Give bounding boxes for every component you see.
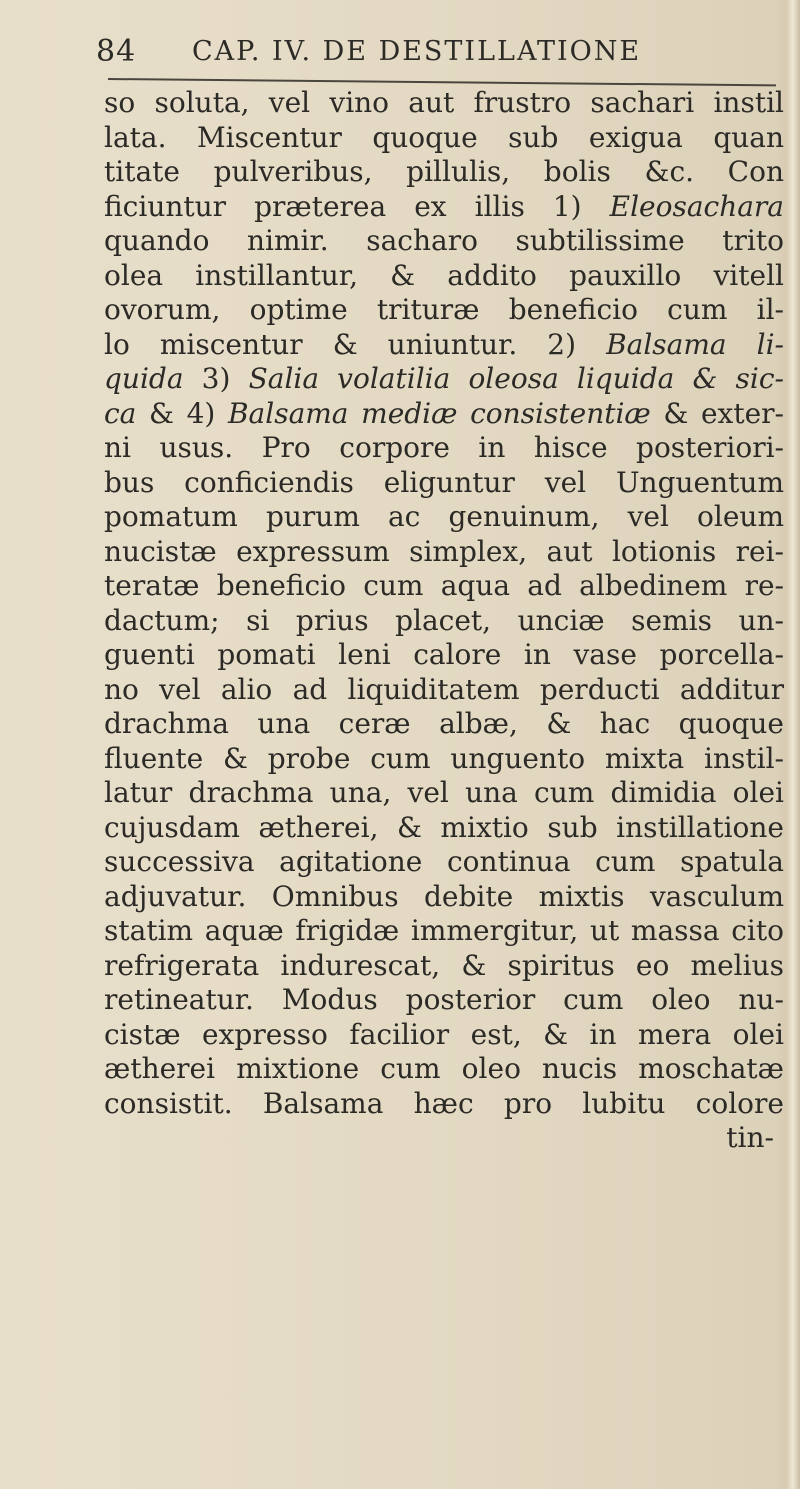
- text-span: so soluta, vel vino aut frustro sachari instil: [104, 86, 784, 119]
- text-line: [104, 742, 784, 777]
- text-line: [104, 880, 784, 915]
- text-line: [104, 224, 784, 259]
- text-line: [104, 1052, 784, 1087]
- text-span: no vel alio ad liquiditatem perducti additur: [104, 672, 784, 706]
- italic-span: ca: [104, 396, 137, 430]
- text-span: olea instillantur, & addito pauxillo vitell: [104, 258, 784, 292]
- text-line: [104, 500, 784, 535]
- catchword: tin-: [726, 1121, 774, 1154]
- text-line: [104, 293, 784, 328]
- text-line: [104, 776, 784, 811]
- text-line: [104, 638, 784, 673]
- body-text: [104, 86, 784, 1156]
- text-span: teratæ beneficio cum aqua ad albedinem re-: [104, 569, 784, 602]
- text-line: [104, 328, 784, 363]
- text-line: [104, 190, 784, 225]
- text-line: [104, 569, 784, 604]
- text-span: ficiuntur præterea ex illis 1): [104, 189, 610, 223]
- text-line: [104, 707, 784, 742]
- text-line: [104, 397, 784, 432]
- text-line: [104, 1087, 784, 1122]
- text-line: [104, 949, 784, 984]
- text-line: [104, 466, 784, 501]
- text-span: dactum; si prius placet, unciæ semis un-: [104, 603, 784, 637]
- text-line: [104, 604, 784, 639]
- page-header: [96, 34, 776, 74]
- text-span: quando nimir. sacharo subtilissime trito: [104, 224, 784, 257]
- text-line: [104, 362, 784, 397]
- text-line: [104, 1018, 784, 1053]
- text-span: successiva agitatione continua cum spatula: [104, 845, 784, 878]
- text-line: [104, 673, 784, 708]
- text-span: cujusdam ætherei, & mixtio sub instillatione: [104, 810, 784, 844]
- italic-span: Balsama li-: [606, 327, 784, 361]
- running-title: CAP. IV. DE DESTILLATIONE: [192, 36, 642, 67]
- text-line: [104, 86, 784, 121]
- text-span: retineatur. Modus posterior cum oleo nu-: [104, 983, 784, 1016]
- text-span: drachma una ceræ albæ, & hac quoque: [104, 707, 784, 740]
- text-span: & 4): [136, 396, 228, 430]
- text-line: [104, 845, 784, 880]
- text-span: cistæ expresso facilior est, & in mera olei: [104, 1017, 784, 1051]
- text-line: [104, 535, 784, 570]
- text-span: consistit. Balsama hæc pro lubitu colore: [104, 1086, 784, 1120]
- text-span: guenti pomati leni calore in vase porcella-: [104, 638, 784, 671]
- text-span: adjuvatur. Omnibus debite mixtis vasculum: [104, 879, 784, 913]
- text-span: ovorum, optime trituræ beneficio cum il-: [104, 293, 784, 326]
- italic-span: quida: [104, 362, 184, 395]
- text-line: [104, 983, 784, 1018]
- text-span: ni usus. Pro corpore in hisce posteriori-: [104, 431, 784, 464]
- text-line: [104, 811, 784, 846]
- text-line: [104, 259, 784, 294]
- page-edge: [786, 0, 800, 1489]
- text-span: ætherei mixtione cum oleo nucis moschatæ: [104, 1052, 784, 1085]
- text-span: pomatum purum ac genuinum, vel oleum: [104, 500, 784, 533]
- text-span: refrigerata indurescat, & spiritus eo melius: [104, 948, 784, 982]
- text-span: nucistæ expressum simplex, aut lotionis rei-: [104, 534, 784, 568]
- text-line: [104, 431, 784, 466]
- text-span: 3): [183, 362, 249, 395]
- italic-span: Salia volatilia oleosa liquida & sic-: [248, 362, 785, 395]
- text-span: lo miscentur & uniuntur. 2): [104, 327, 607, 361]
- text-span: statim aquæ frigidæ immergitur, ut massa cito: [104, 914, 784, 947]
- text-span: fluente & probe cum unguento mixta instil-: [104, 741, 784, 775]
- text-line: [104, 155, 784, 190]
- italic-span: Balsama mediæ consistentiæ: [227, 396, 651, 430]
- text-span: & exter-: [650, 396, 784, 430]
- text-span: titate pulveribus, pillulis, bolis &c. Con: [104, 155, 784, 188]
- text-line: [104, 121, 784, 156]
- italic-span: Eleosachara: [609, 189, 784, 223]
- page-number: 84: [96, 34, 137, 69]
- text-span: bus conficiendis eliguntur vel Unguentum: [104, 465, 784, 499]
- text-line: [104, 914, 784, 949]
- text-span: latur drachma una, vel una cum dimidia olei: [104, 776, 784, 809]
- text-span: lata. Miscentur quoque sub exigua quan: [104, 120, 784, 154]
